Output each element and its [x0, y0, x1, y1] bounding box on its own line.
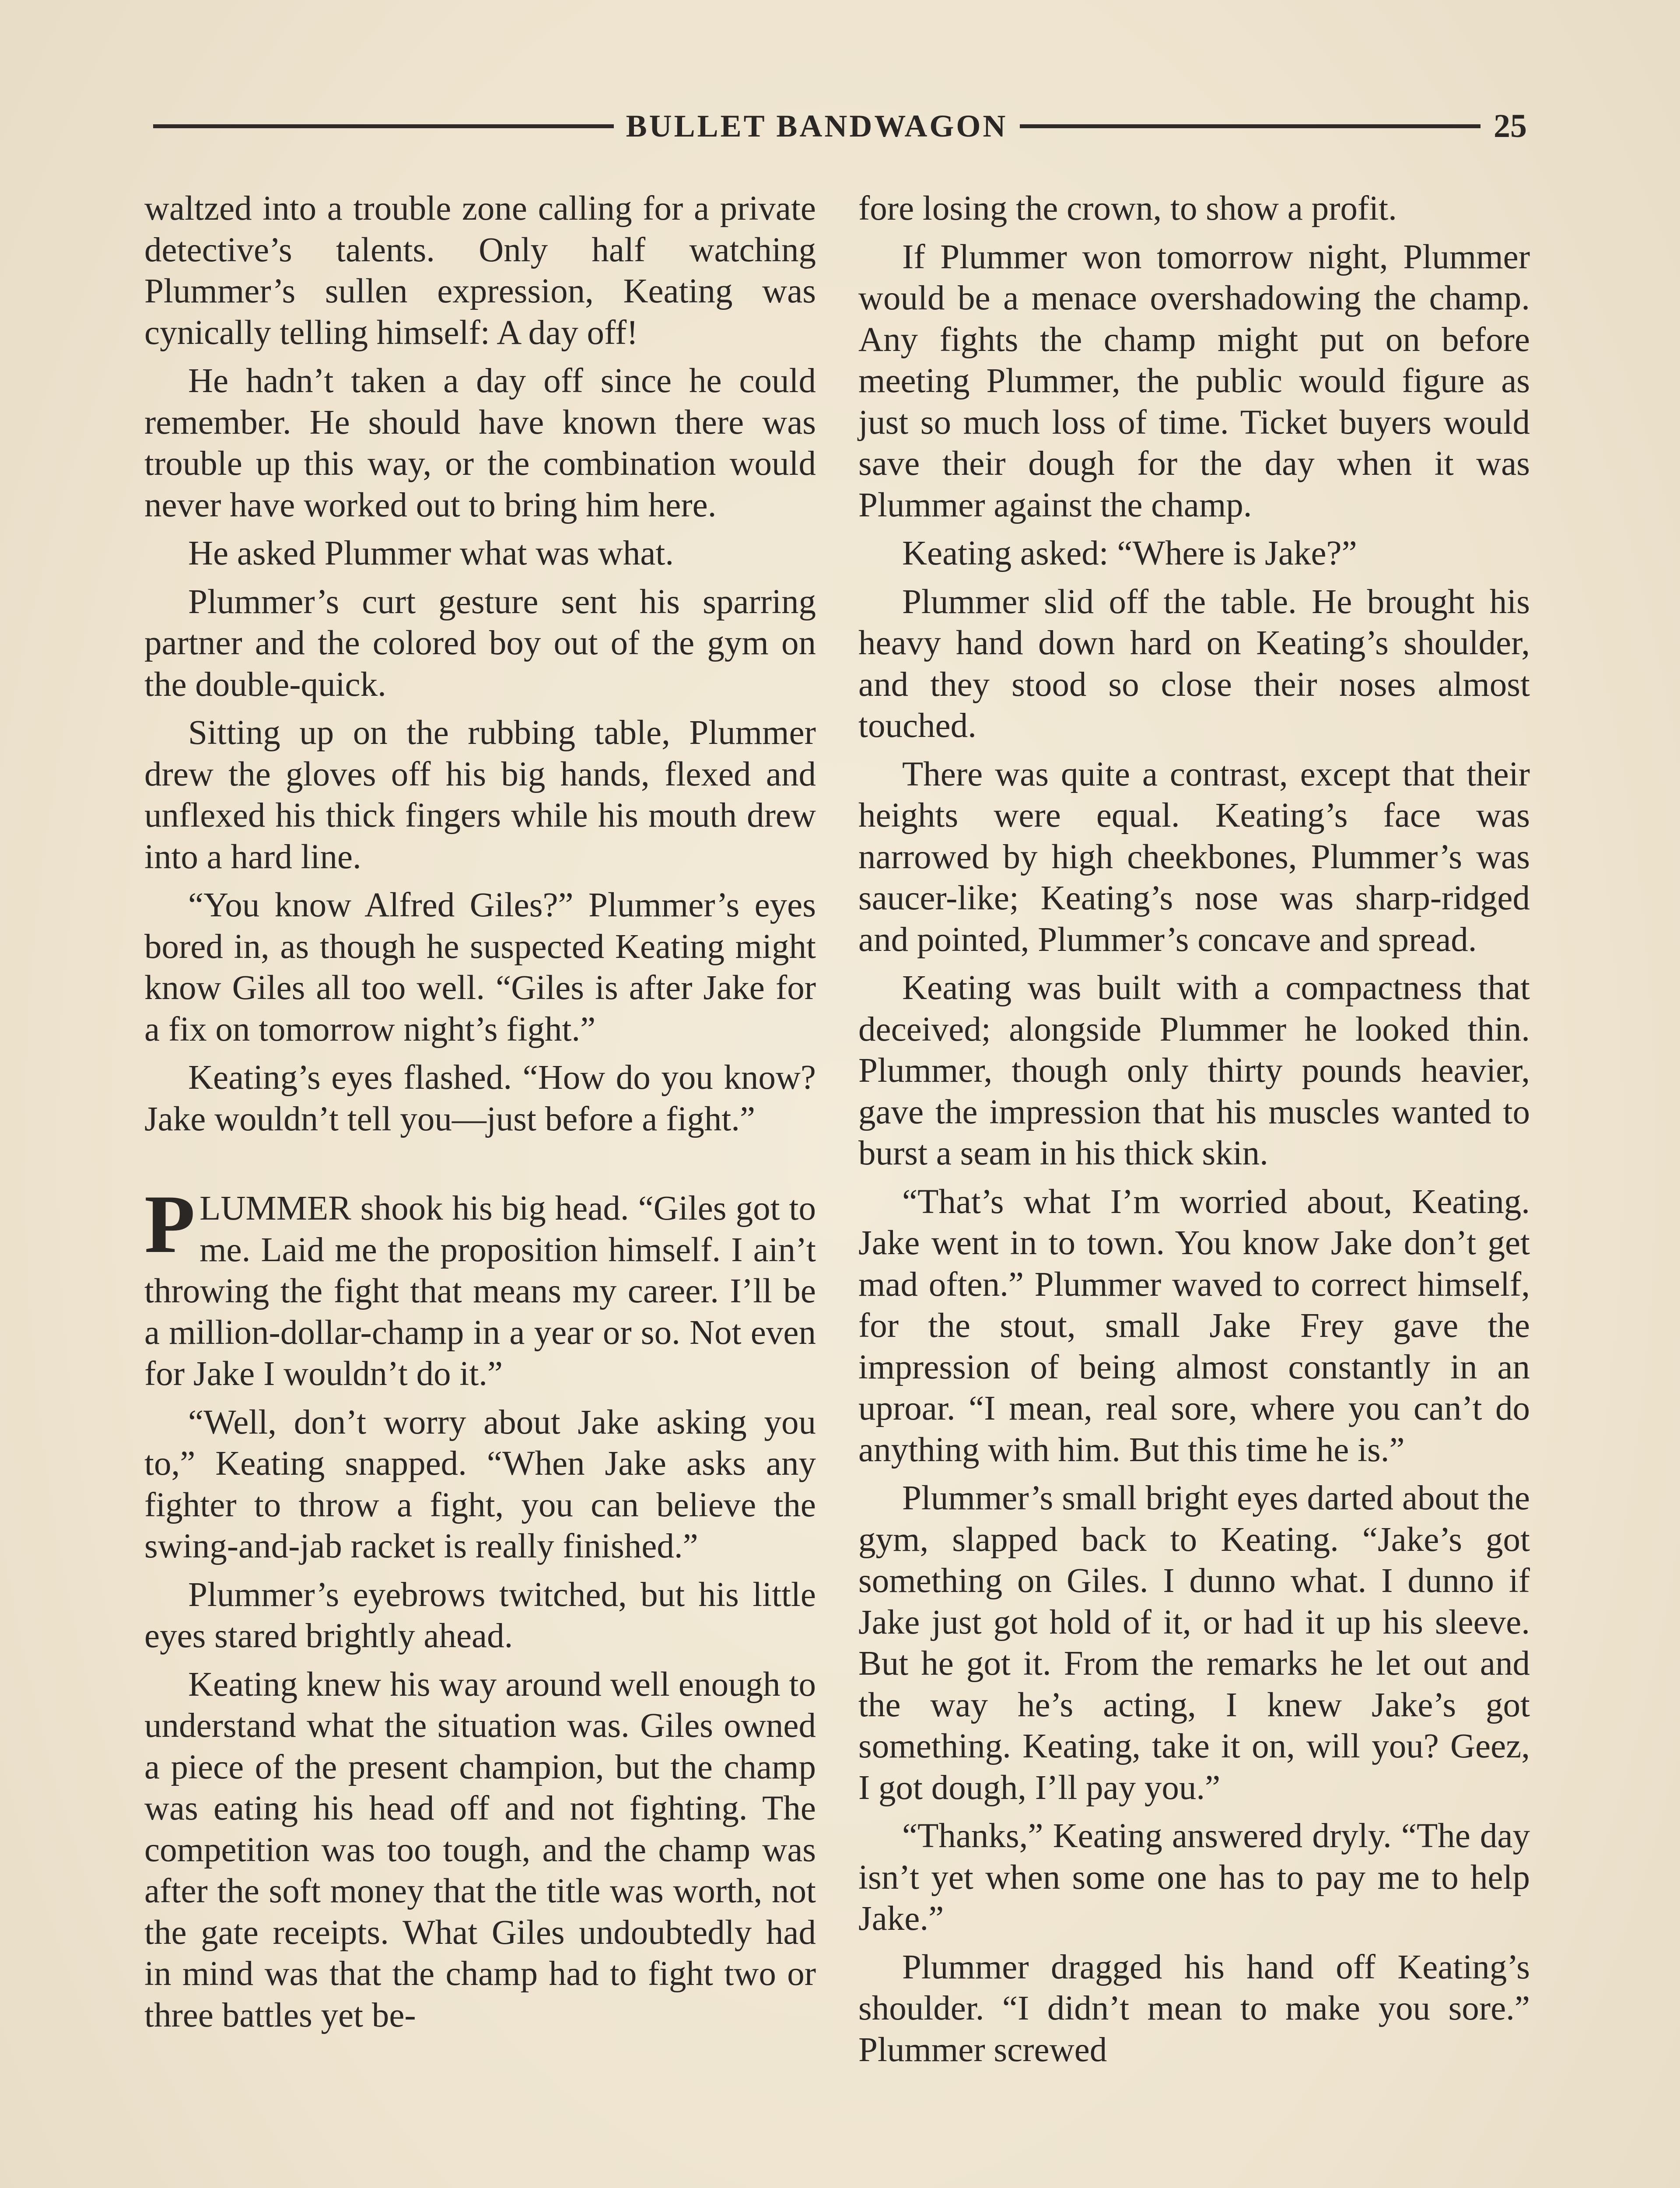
- header-rule-right: [1020, 124, 1480, 128]
- paragraph: There was quite a contrast, except that their heights were equal. Keating’s face was narrowed by high cheekbones, Plummer’s was saucer-like; Keating’s nose was sharp-ridged and pointed, Plummer’s concave and spread.: [858, 755, 1530, 959]
- paragraph: Plummer’s curt gesture sent his sparring partner and the colored boy out of the gym on the double-quick.: [144, 582, 816, 704]
- section-opening-text: LUMMER shook his big head. “Giles got to me. Laid me the proposition himself. I ain’t throwing the fight that means my career. I’ll be a million-dollar-champ in a year or so. Not even for Jake I wouldn’t do it.”: [144, 1189, 816, 1393]
- paragraph: He hadn’t taken a day off since he could remember. He should have known there was trouble up this way, or the combination would never have worked out to bring him here.: [144, 362, 816, 524]
- paragraph: If Plummer won tomorrow night, Plummer would be a menace overshadowing the champ. Any fights the champ might put on before meeting Plummer, the public would figure as just so much loss of time. Ticket buyers would save their dough for the day when it was Plummer against the champ.: [858, 238, 1530, 524]
- drop-cap: P: [144, 1178, 196, 1270]
- running-head: [153, 100, 1527, 152]
- paragraph: Plummer dragged his hand off Keating’s shoulder. “I didn’t mean to make you sore.” Plummer screwed: [858, 1948, 1530, 2069]
- paragraph: “You know Alfred Giles?” Plummer’s eyes bored in, as though he suspected Keating might know Giles all too well. “Giles is after Jake for a fix on tomorrow night’s fight.”: [144, 886, 816, 1048]
- paragraph: He asked Plummer what was what.: [188, 534, 674, 572]
- paragraph-continuation: fore losing the crown, to show a profit.: [858, 189, 1397, 228]
- running-head-title: BULLET BANDWAGON: [626, 108, 1008, 144]
- paragraph: Keating’s eyes flashed. “How do you know? Jake wouldn’t tell you—just before a fight.”: [144, 1059, 816, 1138]
- paragraph: “Well, don’t worry about Jake asking you to,” Keating snapped. “When Jake asks any fighter to throw a fight, you can believe the swing-and-jab racket is really finished.”: [144, 1403, 816, 1565]
- page-number: 25: [1494, 107, 1527, 144]
- paragraph: Keating was built with a compactness that deceived; alongside Plummer he looked thin. Plummer, though only thirty pounds heavier, gave the impression that his muscles wanted to burst a seam in his thick skin.: [858, 969, 1530, 1172]
- section-opening-paragraph: [144, 1178, 816, 1395]
- paragraph: Plummer slid off the table. He brought his heavy hand down hard on Keating’s shoulder, and they stood so close their noses almost touched.: [858, 582, 1530, 745]
- paragraph: Keating asked: “Where is Jake?”: [902, 534, 1357, 572]
- text-column-left: [144, 188, 816, 2043]
- header-rule-left: [153, 124, 614, 128]
- paragraph: “Thanks,” Keating answered dryly. “The day isn’t yet when some one has to pay me to help Jake.”: [858, 1817, 1530, 1938]
- text-column-right: [858, 188, 1530, 2078]
- paragraph: Sitting up on the rubbing table, Plummer drew the gloves off his big hands, flexed and unflexed his thick fingers while his mouth drew into a hard line.: [144, 714, 816, 876]
- paragraph: waltzed into a trouble zone calling for a private detective’s talents. Only half watching Plummer’s sullen expression, Keating was cynically telling himself: A day off!: [144, 189, 816, 352]
- paragraph: “That’s what I’m worried about, Keating. Jake went in to town. You know Jake don’t get mad often.” Plummer waved to correct himself, for the stout, small Jake Frey gave the impression of being almost constantly in an uproar. “I mean, real sore, where you can’t do anything with him. But this time he is.”: [858, 1182, 1530, 1469]
- paragraph: Plummer’s small bright eyes darted about the gym, slapped back to Keating. “Jake’s got something on Giles. I dunno what. I dunno if Jake just got hold of it, or had it up his sleeve. But he got it. From the remarks he let out and the way he’s acting, I knew Jake’s got something. Keating, take it on, will you? Geez, I got dough, I’ll pay you.”: [858, 1479, 1530, 1807]
- paragraph: Keating knew his way around well enough to understand what the situation was. Giles owned a piece of the present champion, but the champ was eating his head off and not fighting. The competition was too tough, and the champ was after the soft money that the title was worth, not the gate receipts. What Giles undoubtedly had in mind was that the champ had to fight two or three battles yet be-: [144, 1665, 816, 2034]
- paragraph: Plummer’s eyebrows twitched, but his little eyes stared brightly ahead.: [144, 1575, 816, 1655]
